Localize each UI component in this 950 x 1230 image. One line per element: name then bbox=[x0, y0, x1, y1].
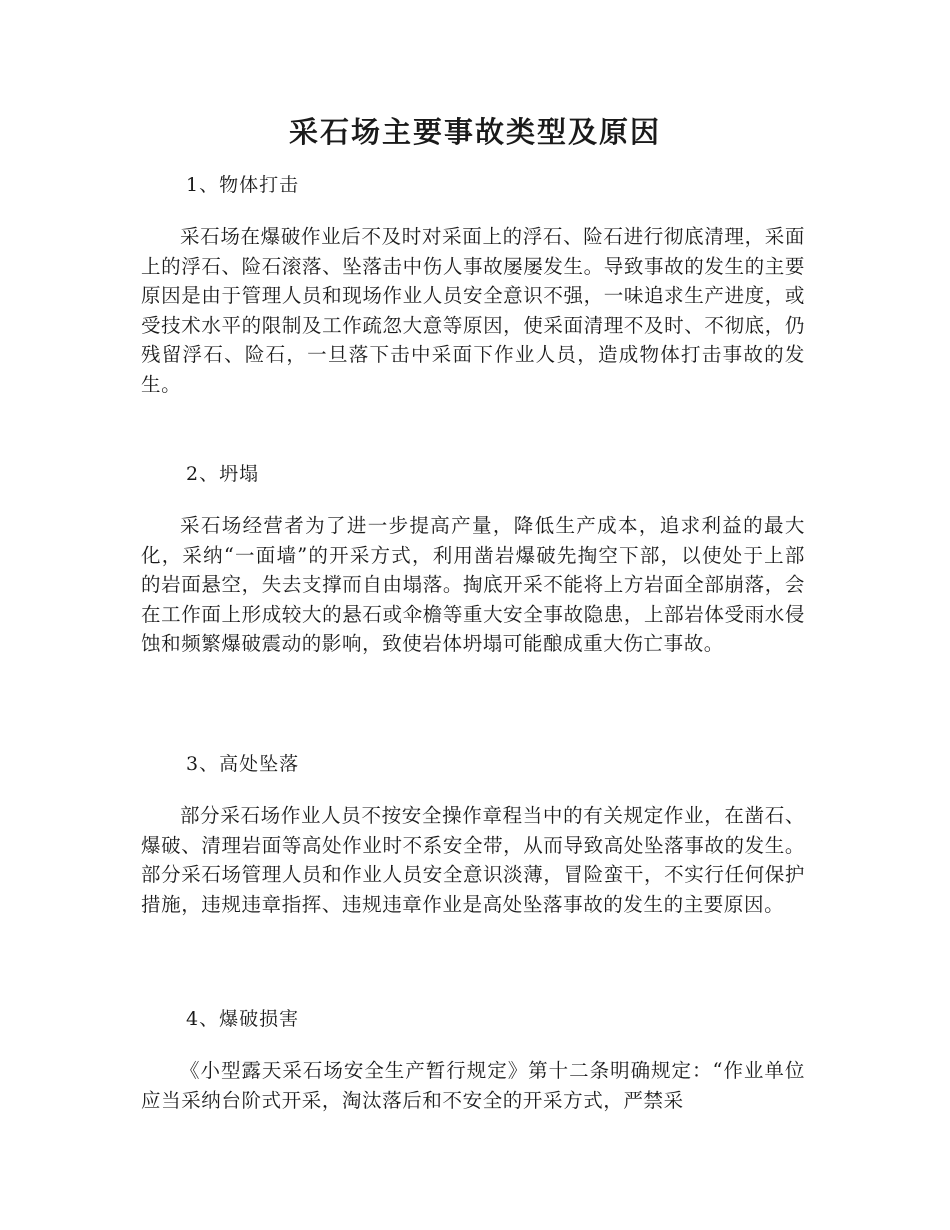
document-title: 采石场主要事故类型及原因 bbox=[288, 115, 661, 149]
section-heading-object-strike: 1、物体打击 bbox=[186, 174, 300, 196]
section-heading-fall-from-height: 3、高处坠落 bbox=[186, 753, 300, 775]
section-body-object-strike: 采石场在爆破作业后不及时对采面上的浮石、险石进行彻底清理，采面上的浮石、险石滚落、坠落击中伤人事故屡屡发生。导致事故的发生的主要原因是由于管理人员和现场作业人员安全意识不强，一味追求生产进度，或受技术水平的限制及工作疏忽大意等原因，使采面清理不及时、不彻底，仍残留浮石、险石，一旦落下击中采面下作业人员，造成物体打击事故的发生。 bbox=[141, 225, 805, 396]
section-heading-collapse: 2、坍塌 bbox=[186, 463, 260, 485]
section-body-fall-from-height: 部分采石场作业人员不按安全操作章程当中的有关规定作业，在凿石、爆破、清理岩面等高处作业时不系安全带，从而导致高处坠落事故的发生。部分采石场管理人员和作业人员安全意识淡薄，冒险蛮干，不实行任何保护措施，违规违章指挥、违规违章作业是高处坠落事故的发生的主要原因。 bbox=[141, 804, 805, 916]
section-body-collapse: 采石场经营者为了进一步提高产量，降低生产成本，追求利益的最大化，采纳“一面墙”的开采方式，利用凿岩爆破先掏空下部，以使处于上部的岩面悬空，失去支撑而自由塌落。掏底开采不能将上方岩面全部崩落，会在工作面上形成较大的悬石或伞檐等重大安全事故隐患，上部岩体受雨水侵蚀和频繁爆破震动的影响，致使岩体坍塌可能酿成重大伤亡事故。 bbox=[141, 514, 805, 656]
section-body-blasting-damage: 《小型露天采石场安全生产暂行规定》第十二条明确规定：“作业单位应当采纳台阶式开采，淘汰落后和不安全的开采方式，严禁采 bbox=[141, 1059, 805, 1112]
section-heading-blasting-damage: 4、爆破损害 bbox=[186, 1008, 300, 1030]
